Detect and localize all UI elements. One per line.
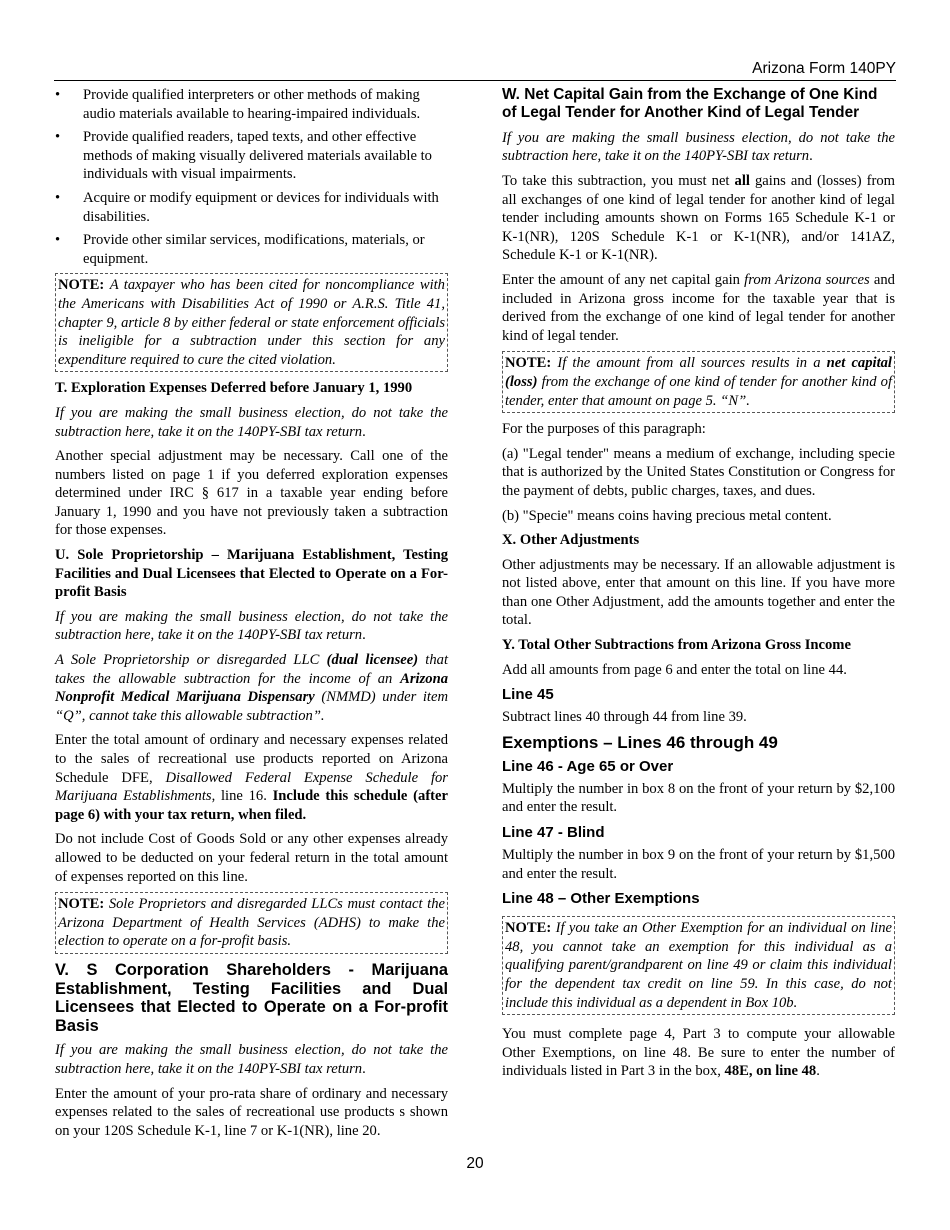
header-divider	[54, 80, 896, 81]
section-u-heading: U. Sole Proprietorship – Marijuana Establishment, Testing Facilities and Dual Licensees that Elected to Operate on a For-profit Basis	[55, 547, 448, 601]
line-47-body: Multiply the number in box 9 on the front of your return by $1,500 and enter the result.	[502, 847, 895, 882]
section-w-heading: W. Net Capital Gain from the Exchange of One Kind of Legal Tender for Another Kind of Legal Tender	[502, 86, 878, 122]
list-item: • Provide qualified readers, taped texts, and other effective methods of making visually delivered materials available to individuals with visual impairments.	[55, 129, 432, 183]
right-column	[502, 86, 895, 1087]
line-48-heading: Line 48 – Other Exemptions	[502, 890, 700, 908]
note-box-ada: NOTE: A taxpayer who has been cited for noncompliance with the Americans with Disabilities Act of 1990 or A.R.S. Title 41, chapter 9, article 8 by either federal or state enforcement officials is ineligible for a subtraction under this section for any expenditure required to cure the cited violation.	[55, 273, 448, 372]
note-box-adhs: NOTE: Sole Proprietors and disregarded LLCs must contact the Arizona Department of Health Services (ADHS) to make the election to operate on a for-profit basis.	[55, 892, 448, 954]
exemptions-heading: Exemptions – Lines 46 through 49	[502, 732, 778, 752]
bullet-icon: •	[55, 129, 61, 146]
note-box-capital-loss: NOTE: If the amount from all sources results in a net capital (loss) from the exchange of one kind of tender for another kind of tender, enter that amount on page 5. “N”.	[502, 351, 895, 413]
section-u-enter: Enter the total amount of ordinary and necessary expenses related to the sales of recreational use products reported on Arizona Schedule DFE, Disallowed Federal Expense Schedule for Marijuana Establishments, line 16. Include this schedule (after page 6) with your tax return, when filed.	[55, 732, 448, 823]
section-w-sbi-note: If you are making the small business election, do not take the subtraction here, take it on the 140PY-SBI tax return.	[502, 129, 895, 165]
line-46-body: Multiply the number in box 8 on the front of your return by $2,100 and enter the result.	[502, 780, 895, 816]
section-w-enter: Enter the amount of any net capital gain from Arizona sources and included in Arizona gross income for the taxable year that is derived from the exchange of one kind of legal tender for another kind of legal tender.	[502, 271, 895, 344]
bullet-icon: •	[55, 189, 61, 206]
line-48-body: You must complete page 4, Part 3 to compute your allowable Other Exemptions, on line 48. Be sure to enter the number of individuals listed in Part 3 in the box, 48E, on line 48.	[502, 1026, 895, 1080]
section-v-body: Enter the amount of your pro-rata share of ordinary and necessary expenses related to the sales of recreational use products s shown on your 120S Schedule K-1, line 7 or K-1(NR), line 20.	[55, 1085, 448, 1139]
note-box-other-exemption: NOTE: If you take an Other Exemption for an individual on line 48, you cannot take an exemption for this individual as a qualifying parent/grandparent on line 49 or claim this individual for the dependent tax credit on line 59. In this case, do not include this individual as a dependent in Box 10b.	[502, 916, 895, 1015]
section-x-heading: X. Other Adjustments	[502, 532, 640, 549]
bullet-list	[55, 86, 448, 268]
section-u-sbi-note: If you are making the small business election, do not take the subtraction here, take it on the 140PY-SBI tax return.	[55, 608, 448, 644]
section-u-dual-licensee: A Sole Proprietorship or disregarded LLC (dual licensee) that takes the allowable subtraction for the income of an Arizona Nonprofit Medical Marijuana Dispensary (NMMD) under item “Q”, cannot take this allowable subtraction”.	[55, 652, 448, 724]
line-46-heading: Line 46 - Age 65 or Over	[502, 757, 674, 775]
bullet-icon: •	[55, 232, 61, 249]
list-item: • Acquire or modify equipment or devices for individuals with disabilities.	[55, 189, 439, 225]
list-item: • Provide qualified interpreters or other methods of making audio materials available to hearing-impaired individuals.	[55, 87, 421, 122]
section-t-heading: T. Exploration Expenses Deferred before January 1, 1990	[55, 380, 413, 397]
section-v-heading: V. S Corporation Shareholders - Marijuana Establishment, Testing Facilities and Dual Licensees that Elected to Operate on a For-profit Basis	[55, 960, 448, 1035]
section-u-cogs: Do not include Cost of Goods Sold or any other expenses already allowed to be deducted on your federal return in the total amount of expenses reported on this line.	[55, 831, 448, 885]
page-number: 20	[466, 1155, 484, 1172]
section-w-def-a: (a) "Legal tender" means a medium of exchange, including specie that is authorized by the United States Constitution or Congress for the payment of debts, public charges, taxes, and dues.	[502, 445, 895, 499]
section-y-heading: Y. Total Other Subtractions from Arizona Gross Income	[502, 637, 851, 654]
section-x-body: Other adjustments may be necessary. If an allowable adjustment is not listed above, enter that amount on this line. If you have more than one Other Adjustment, add the amounts together and enter the total.	[502, 556, 895, 629]
form-title: Arizona Form 140PY	[752, 60, 896, 77]
section-w-purposes: For the purposes of this paragraph:	[502, 421, 706, 438]
section-t-sbi-note: If you are making the small business election, do not take the subtraction here, take it on the 140PY-SBI tax return.	[55, 404, 448, 440]
bullet-icon: •	[55, 87, 61, 103]
left-column	[55, 86, 448, 1146]
line-45-body: Subtract lines 40 through 44 from line 39.	[502, 709, 747, 726]
section-w-def-b: (b) "Specie" means coins having precious metal content.	[502, 507, 832, 524]
list-item: • Provide other similar services, modifications, materials, or equipment.	[55, 232, 425, 267]
section-y-body: Add all amounts from page 6 and enter the total on line 44.	[502, 661, 847, 678]
line-45-heading: Line 45	[502, 686, 554, 704]
section-w-net: To take this subtraction, you must net all gains and (losses) from all exchanges of one kind of legal tender for another kind of legal tender including amounts shown on Forms 165 Schedule K-1 or K-1(NR), 120S Schedule K-1 or K-1(NR), and/or 141AZ, Schedule K-1 or K-1(NR).	[502, 173, 895, 264]
section-t-body: Another special adjustment may be necessary. Call one of the numbers listed on page 1 if you deferred exploration expenses determined under IRC § 617 in a taxable year ending before January 1, 1990 and you have not previously taken a subtraction for those expenses.	[55, 448, 448, 539]
section-v-sbi-note: If you are making the small business election, do not take the subtraction here, take it on the 140PY-SBI tax return.	[55, 1042, 448, 1077]
line-47-heading: Line 47 - Blind	[502, 824, 605, 842]
